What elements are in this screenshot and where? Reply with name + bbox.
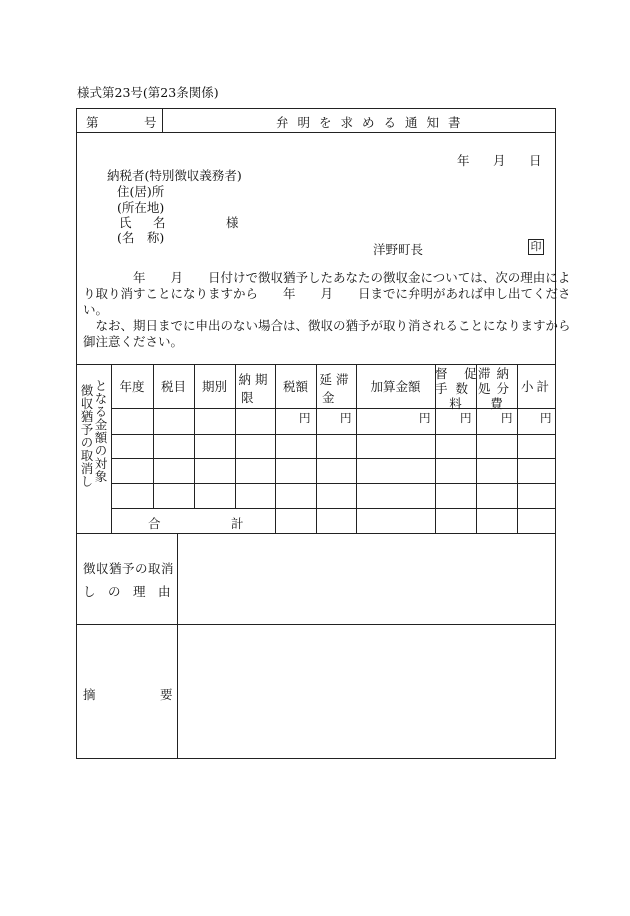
yen-shoukei: 円 [540,411,552,425]
table-row-line-4 [111,508,556,509]
header-tokusoku-3: 料 [449,396,462,411]
date-year: 年 [457,153,470,168]
side-label-right-column: となる金額の対象 [93,379,108,483]
yen-tokusoku: 円 [460,411,472,425]
document-title: 弁明を求める通知書 [276,115,470,130]
yen-tainou: 円 [501,411,513,425]
table-row-line-2 [111,458,556,459]
date-month: 月 [493,153,506,168]
table-col-line-5 [316,364,317,533]
table-bottom-line [76,533,556,534]
reason-label-line-2: し の 理 由 [83,584,171,599]
seal-mark: 印 [528,239,544,255]
yen-kasan: 円 [419,411,431,425]
total-label-b: 計 [231,516,244,531]
header-tokusoku-2: 手数 [435,381,477,396]
side-label-left-column: 徴収猶予の取消し [79,384,94,488]
header-kibetsu: 期別 [201,379,227,394]
lower-section-divider [177,533,178,759]
issuer-name: 洋野町長 [373,242,424,257]
name-label-b: 名 [153,215,166,230]
body-line-4: なお、期日までに申出のない場合は、徴収の猶予が取り消されることになりますから [83,318,571,333]
header-zeimoku: 税目 [160,379,186,394]
yen-entai: 円 [340,411,352,425]
reason-bottom-line [76,624,556,625]
number-suffix: 号 [144,115,157,130]
date-day: 日 [529,153,542,168]
body-line-3: い。 [83,302,109,317]
reason-label-line-1: 徴収猶予の取消 [83,561,175,576]
honorific-sama: 様 [226,215,239,230]
form-number-label: 様式第23号(第23条関係) [77,85,219,100]
table-row-line-3 [111,483,556,484]
taxpayer-label: 納税者(特別徴収義務者) [107,168,242,183]
header-tainou-1: 滞納 [477,366,515,381]
yen-zeigaku: 円 [299,411,311,425]
corporate-name-label: (名 称) [117,230,165,245]
header-vertical-divider [162,108,163,132]
header-tainou-2: 処分 [477,381,515,396]
body-line-2: り取り消すことになりますから 年 月 日までに弁明があれば申し出てくださ [83,286,571,301]
name-label-a: 氏 [119,215,132,230]
table-row-line-1 [111,434,556,435]
header-entai-1: 延滞 [319,372,353,387]
body-line-1: 年 月 日付けで徴収猶予したあなたの徴収金については、次の理由によ [83,270,571,285]
header-kasan: 加算金額 [370,379,421,394]
header-entai-2: 金 [322,390,335,405]
remarks-label-b: 要 [160,687,173,702]
header-divider [76,132,556,133]
header-tokusoku-1: 督 促 [435,366,479,381]
location-label: (所在地) [117,200,165,215]
header-nouki-2: 限 [241,390,254,405]
header-nouki-1: 納期 [238,372,272,387]
header-nendo: 年度 [119,379,145,394]
remarks-label-a: 摘 [83,687,96,702]
header-tainou-3: 費 [490,396,503,411]
header-shoukei: 小計 [520,379,552,394]
total-label-a: 合 [148,516,161,531]
number-prefix: 第 [86,115,99,130]
body-line-5: 御注意ください。 [83,334,184,349]
header-zeigaku: 税額 [282,379,308,394]
address-label: 住(居)所 [117,184,165,199]
